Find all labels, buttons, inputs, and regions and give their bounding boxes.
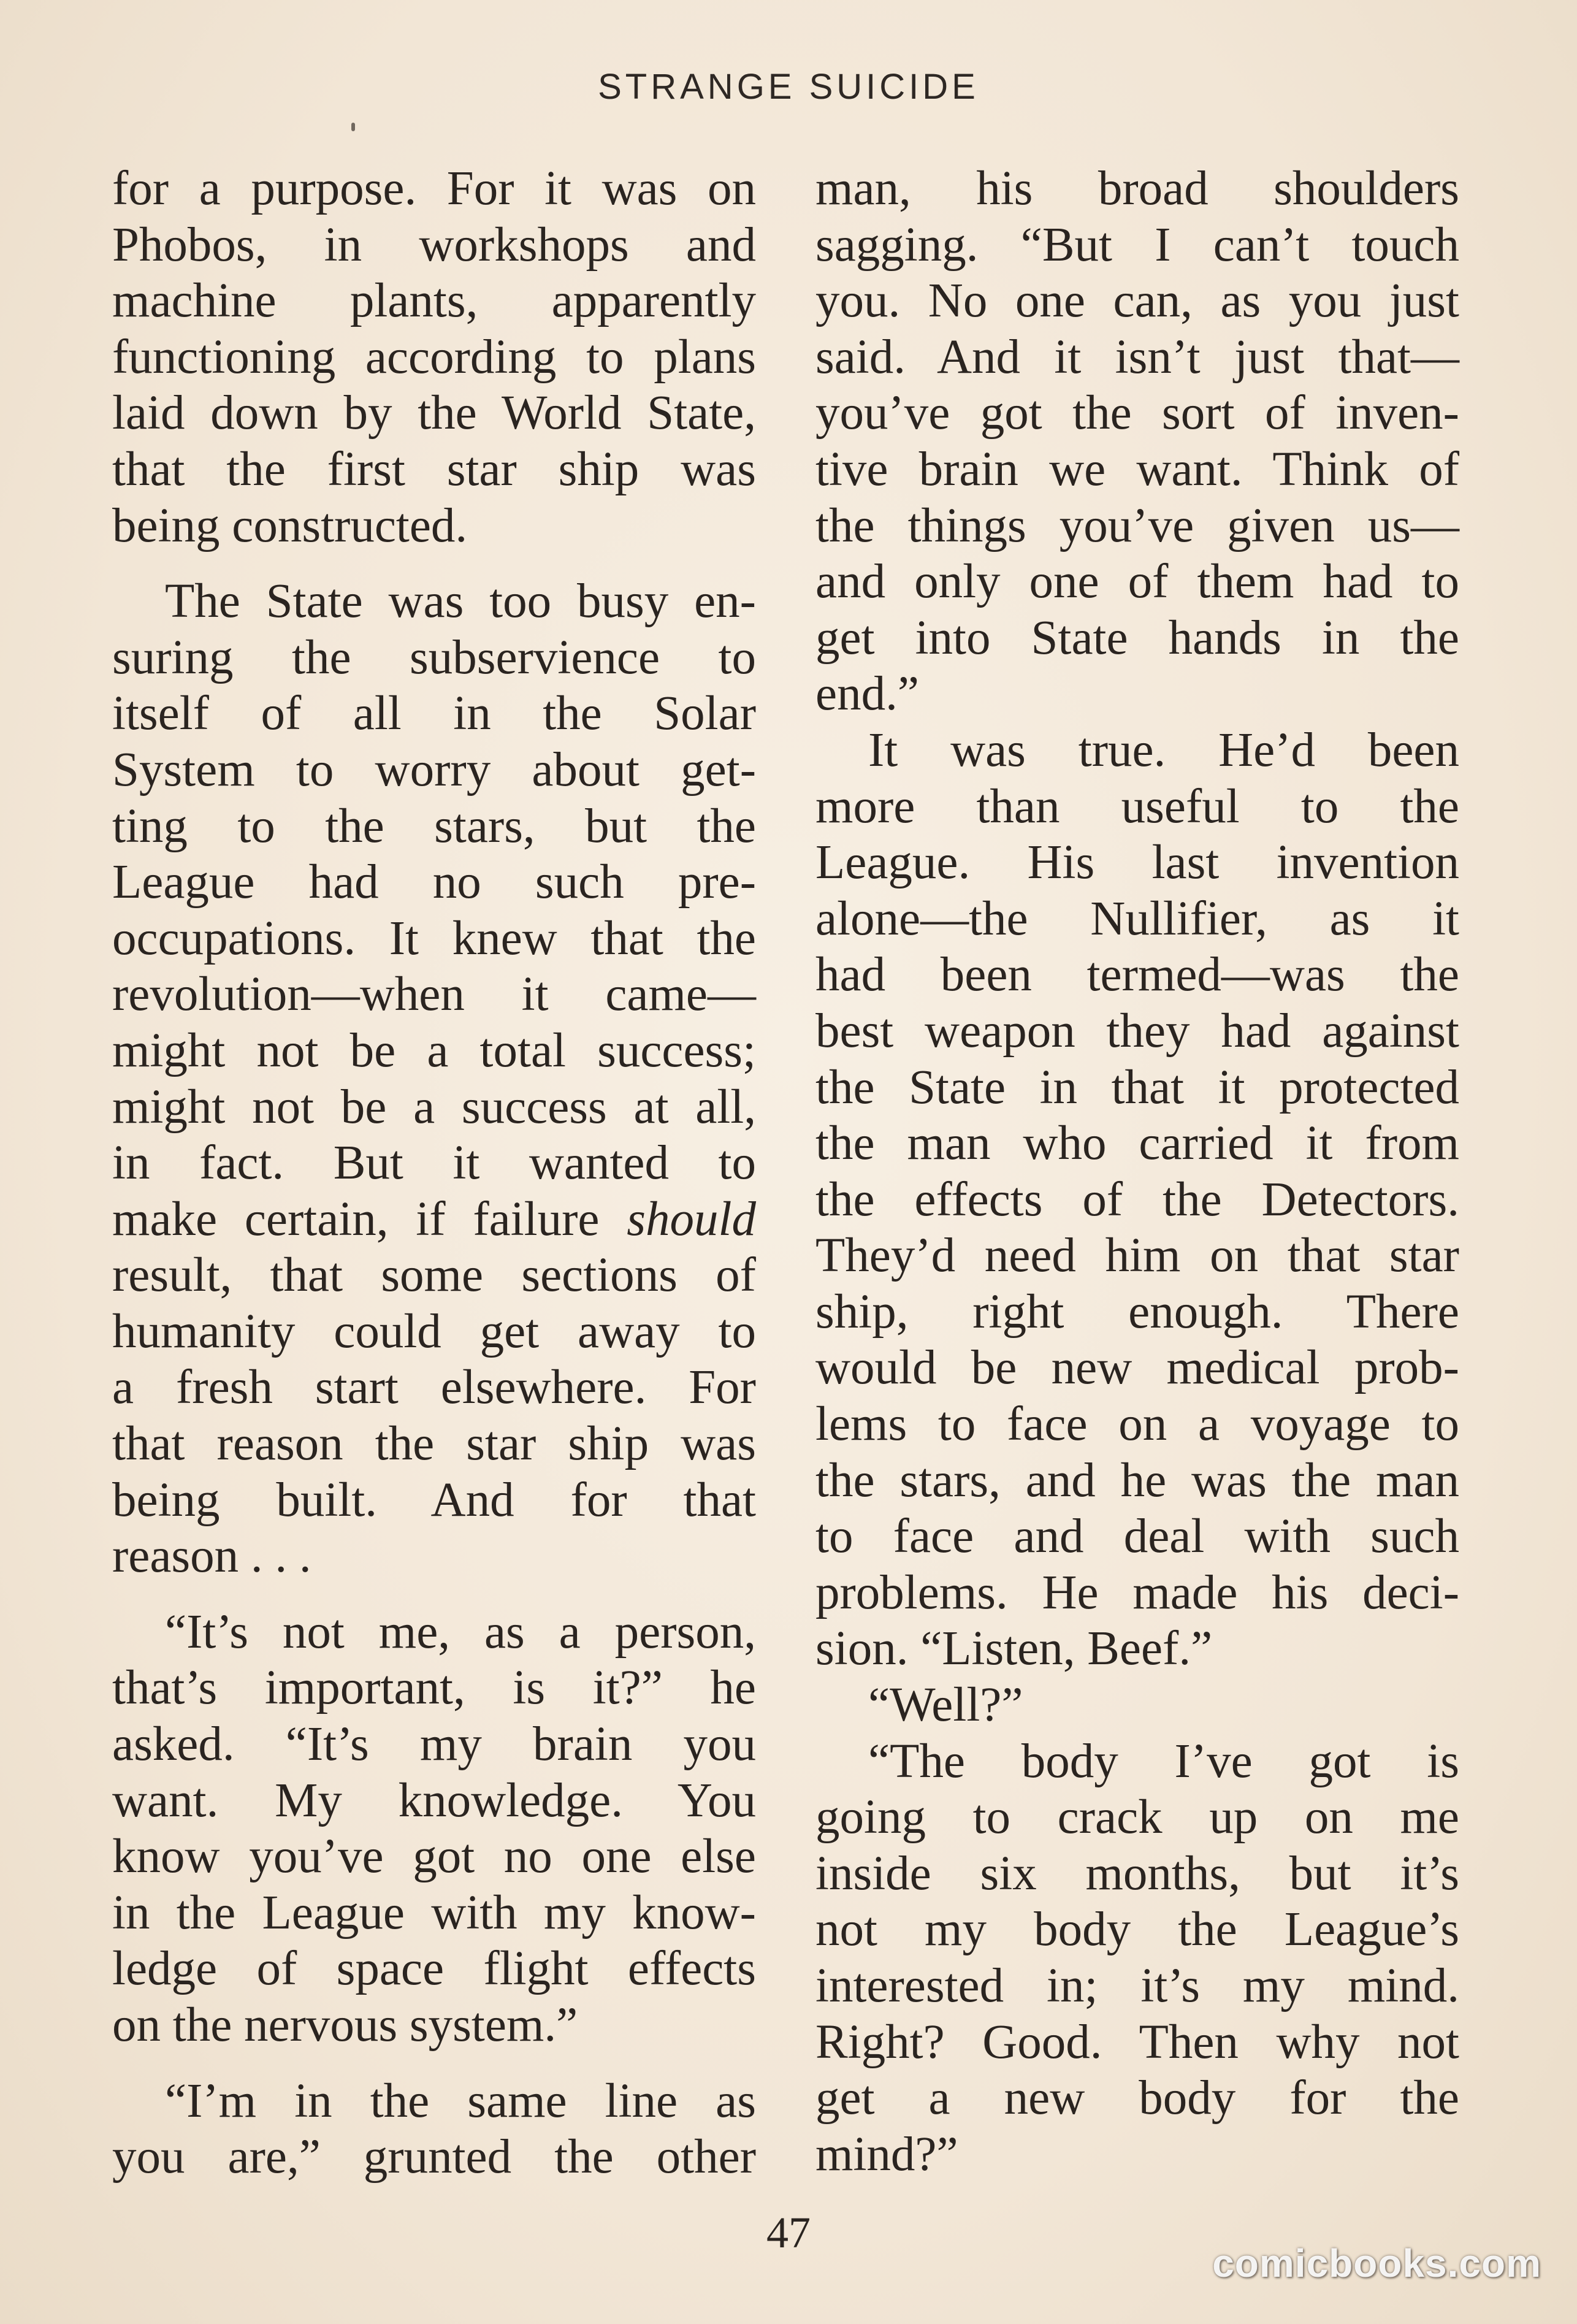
text-line: laid down by the World State,	[112, 386, 756, 440]
text-line: end.”	[815, 667, 919, 721]
text-line: the things you’ve given us—	[815, 499, 1459, 552]
text-line: want. My knowledge. You	[112, 1773, 756, 1827]
text-line: that reason the star ship was	[112, 1417, 756, 1471]
text-line: would be new medical prob-	[815, 1341, 1459, 1395]
text-line: Right? Good. Then why not	[815, 2015, 1459, 2069]
text-line: alone—the Nullifier, as it	[815, 892, 1459, 946]
text-line: sagging. “But I can’t touch	[815, 218, 1459, 272]
page-number: 47	[766, 2208, 811, 2257]
text-line: not my body the League’s	[815, 1903, 1459, 1957]
text-line: best weapon they had against	[815, 1004, 1459, 1058]
text-line: They’d need him on that star	[815, 1229, 1459, 1283]
text-line: “Well?”	[868, 1678, 1023, 1732]
text-line: you are,” grunted the other	[112, 2130, 756, 2184]
left-text-column	[112, 161, 756, 2185]
text-line: revolution—when it came—	[112, 968, 756, 1022]
text-line: Phobos, in workshops and	[112, 218, 756, 272]
text-line: occupations. It knew that the	[112, 911, 756, 965]
text-line: being constructed.	[112, 499, 468, 552]
paragraph	[815, 722, 1459, 1677]
text-line: in fact. But it wanted to	[112, 1136, 756, 1190]
paragraph	[112, 161, 756, 554]
print-speck	[351, 123, 355, 131]
text-line: that the first star ship was	[112, 442, 756, 496]
text-line: for a purpose. For it was on	[112, 162, 756, 215]
paragraph	[112, 2073, 756, 2185]
text-line: you. No one can, as you just	[815, 274, 1459, 328]
text-line: the stars, and he was the man	[815, 1453, 1459, 1507]
text-line: The State was too busy en-	[165, 575, 756, 629]
text-line: know you’ve got no one else	[112, 1830, 756, 1884]
paragraph	[815, 1677, 1459, 1733]
text-line: It was true. He’d been	[868, 723, 1459, 777]
text-line: man, his broad shoulders	[815, 162, 1459, 215]
text-line: machine plants, apparently	[112, 274, 756, 328]
text-line: make certain, if failure should	[112, 1192, 756, 1246]
text-line: mind?”	[815, 2127, 958, 2181]
text-line: you’ve got the sort of inven-	[815, 386, 1459, 440]
text-line: a fresh start elsewhere. For	[112, 1361, 756, 1415]
text-line: result, that some sections of	[112, 1248, 756, 1302]
text-line: more than useful to the	[815, 779, 1459, 833]
text-line: in the League with my know-	[112, 1886, 756, 1940]
text-line: that’s important, is it?” he	[112, 1661, 756, 1715]
text-line: itself of all in the Solar	[112, 687, 756, 741]
text-line: suring the subservience to	[112, 630, 756, 684]
paragraph	[112, 1604, 756, 2054]
text-line: going to crack up on me	[815, 1791, 1459, 1844]
text-line: and only one of them had to	[815, 555, 1459, 609]
text-line: League. His last invention	[815, 836, 1459, 890]
text-line: problems. He made his deci-	[815, 1565, 1459, 1619]
text-line: ledge of space flight effects	[112, 1942, 756, 1996]
text-line: “I’m in the same line as	[165, 2074, 756, 2128]
text-line: ship, right enough. There	[815, 1285, 1459, 1339]
right-text-column	[815, 161, 1459, 2182]
text-line: tive brain we want. Think of	[815, 442, 1459, 496]
text-line: sion. “Listen, Beef.”	[815, 1622, 1213, 1676]
paragraph	[815, 1733, 1459, 2183]
text-line: humanity could get away to	[112, 1304, 756, 1358]
text-line: the effects of the Detectors.	[815, 1172, 1459, 1226]
text-line: had been termed—was the	[815, 948, 1459, 1002]
text-line: asked. “It’s my brain you	[112, 1718, 756, 1772]
paragraph	[112, 573, 756, 1584]
paragraph	[815, 161, 1459, 722]
text-line: to face and deal with such	[815, 1510, 1459, 1564]
text-line: ting to the stars, but the	[112, 799, 756, 853]
text-line: the State in that it protected	[815, 1060, 1459, 1114]
text-line: might not be a success at all,	[112, 1080, 756, 1134]
text-line: “The body I’ve got is	[868, 1734, 1459, 1788]
text-line: inside six months, but it’s	[815, 1846, 1459, 1900]
text-line: interested in; it’s my mind.	[815, 1959, 1459, 2012]
text-line: System to worry about get-	[112, 743, 756, 797]
text-line: get a new body for the	[815, 2071, 1459, 2125]
text-line: League had no such pre-	[112, 855, 756, 909]
text-line: said. And it isn’t just that—	[815, 330, 1459, 384]
text-line: might not be a total success;	[112, 1023, 756, 1077]
text-line: “It’s not me, as a person,	[165, 1605, 756, 1659]
text-line: on the nervous system.”	[112, 1998, 578, 2052]
text-line: reason . . .	[112, 1529, 311, 1583]
text-line: functioning according to plans	[112, 330, 756, 384]
text-line: being built. And for that	[112, 1473, 756, 1527]
text-line: lems to face on a voyage to	[815, 1397, 1459, 1451]
running-title: STRANGE SUICIDE	[598, 67, 979, 107]
text-line: get into State hands in the	[815, 611, 1459, 665]
site-watermark: comicbooks.com	[1212, 2241, 1541, 2285]
text-line: the man who carried it from	[815, 1117, 1459, 1171]
